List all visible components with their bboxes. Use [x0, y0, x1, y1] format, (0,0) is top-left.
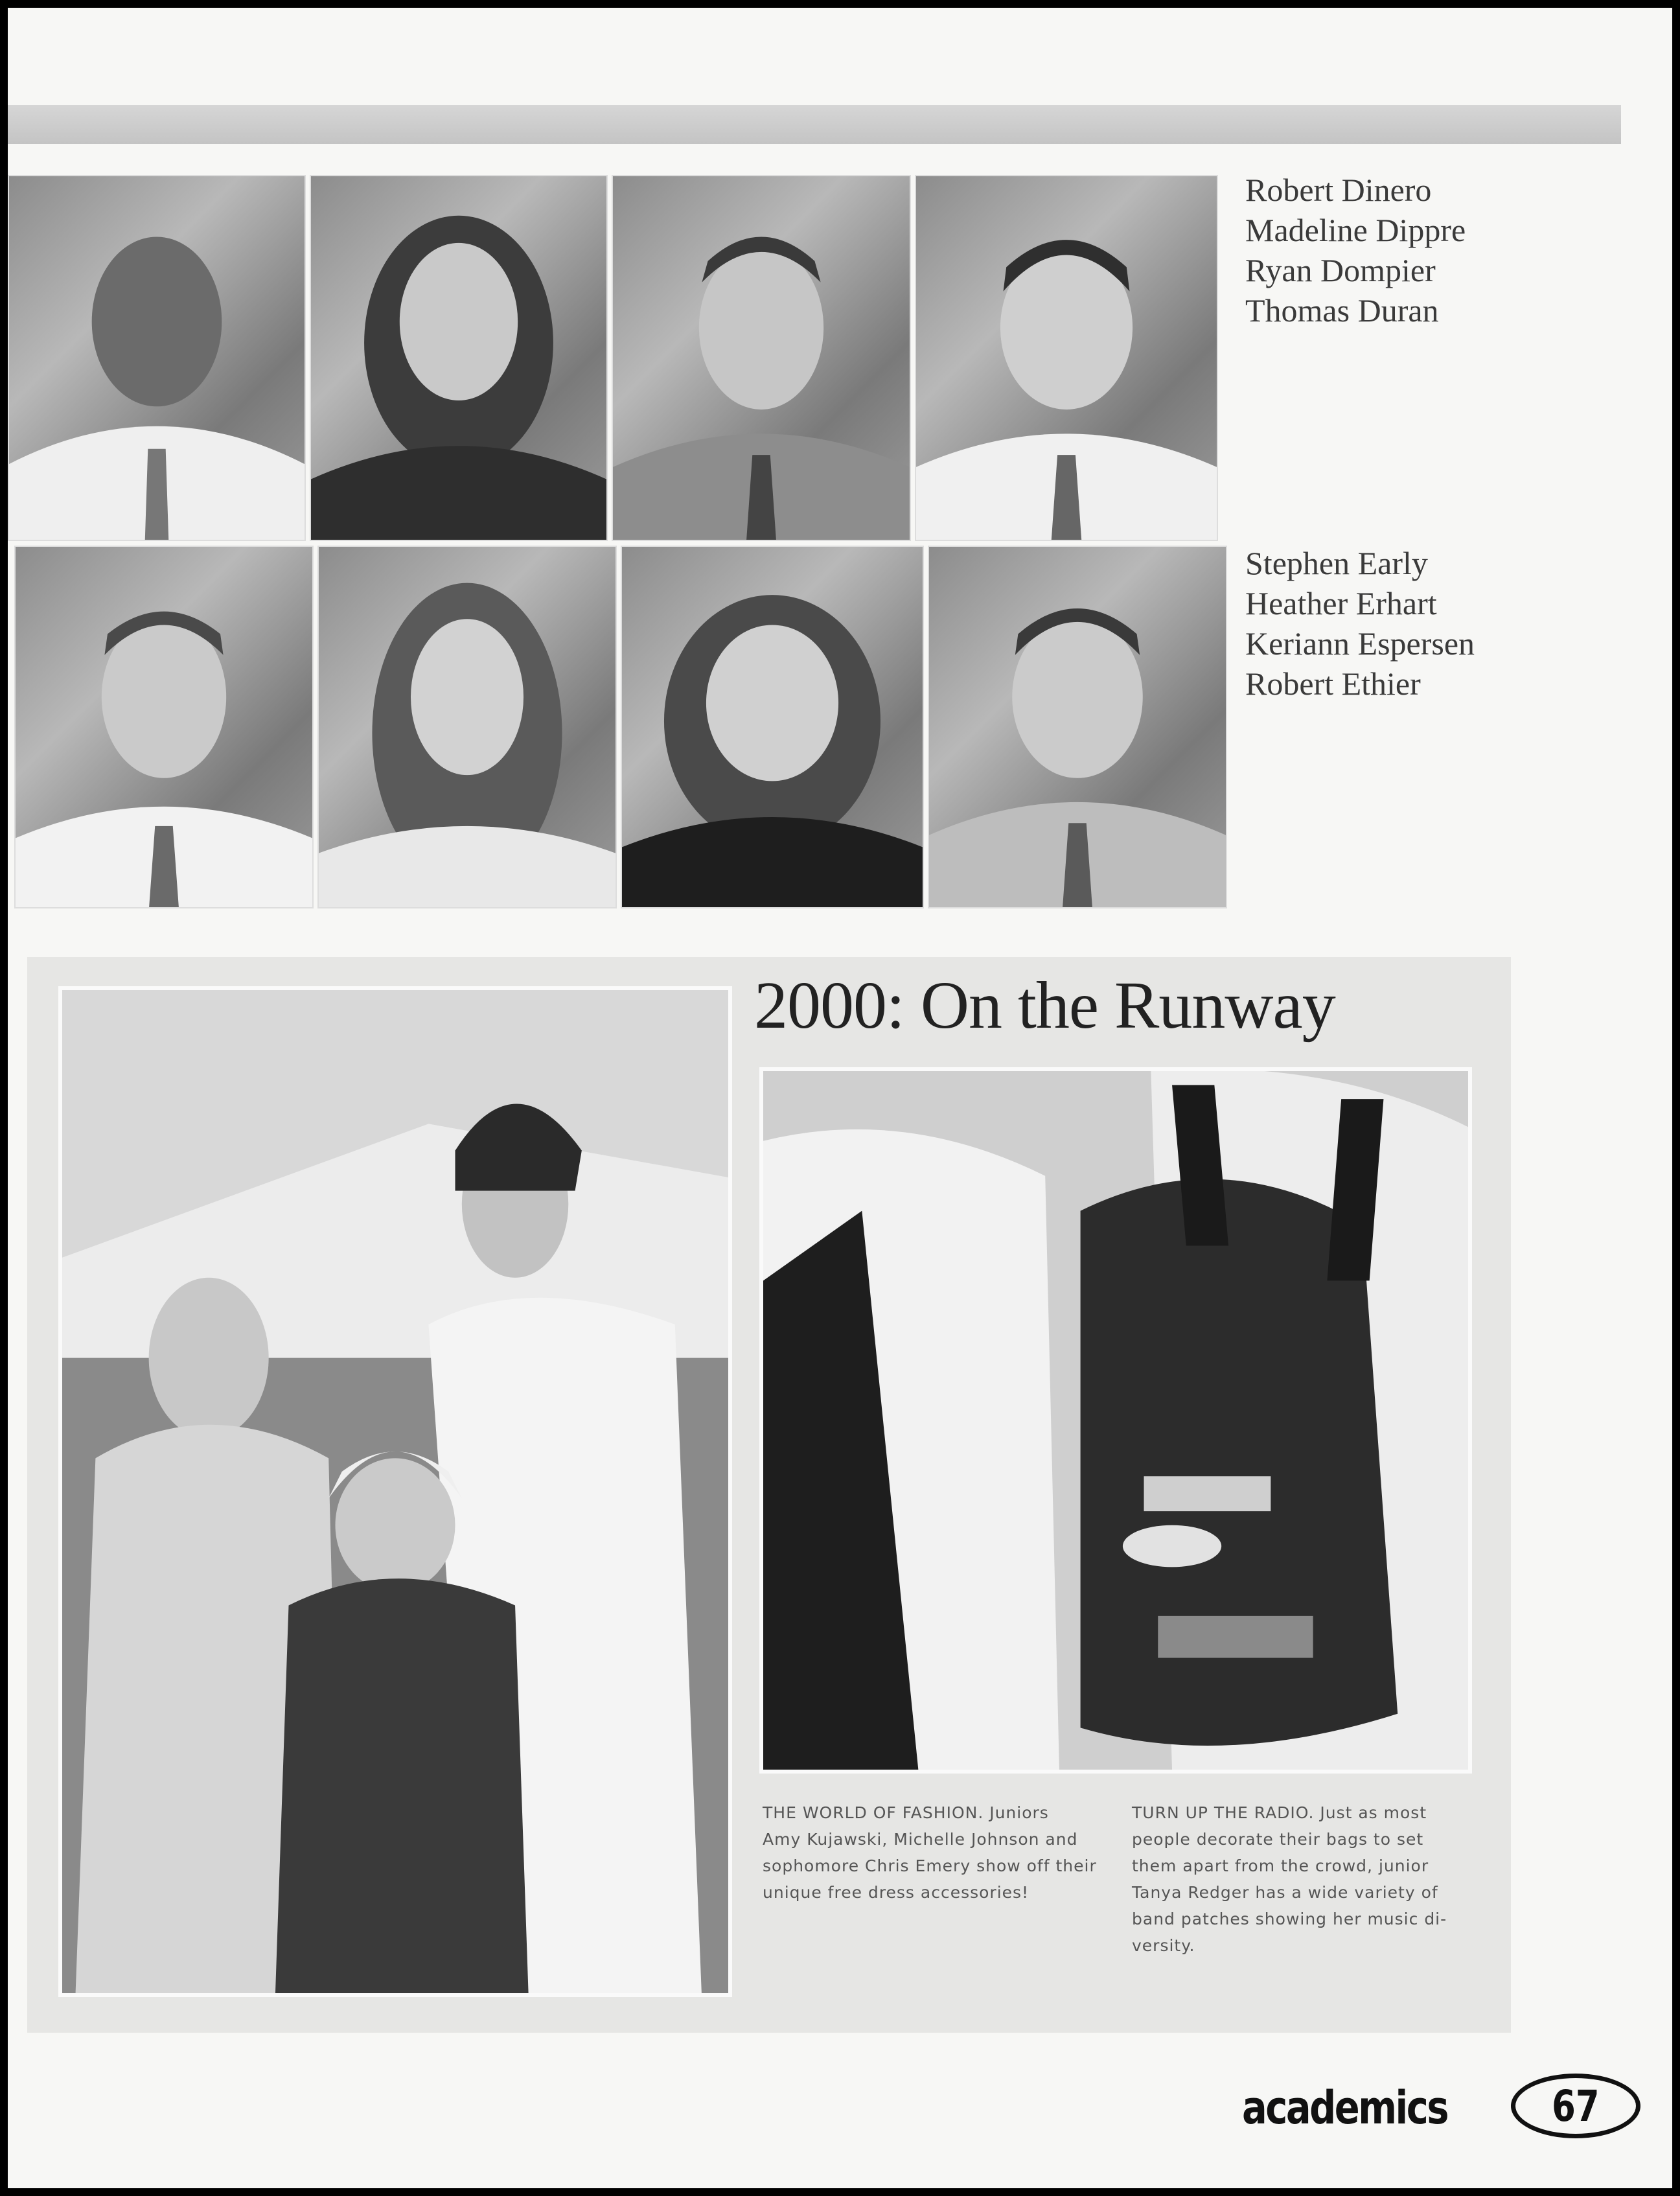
caption-line: Amy Kujawski, Michelle Johnson and — [763, 1830, 1078, 1849]
page-number: 67 — [1552, 2081, 1600, 2131]
page-number-badge — [1511, 2074, 1640, 2138]
portrait-photo — [928, 546, 1227, 908]
names-row-2 — [1245, 543, 1475, 704]
portrait-photo — [915, 175, 1218, 541]
caption-line: them apart from the crowd, junior — [1132, 1856, 1429, 1875]
portrait-photo — [14, 546, 314, 908]
student-name: Robert Dinero — [1245, 172, 1432, 208]
student-name: Ryan Dompier — [1245, 252, 1436, 288]
student-name: Robert Ethier — [1245, 665, 1421, 702]
student-name: Thomas Duran — [1245, 292, 1439, 329]
student-name: Heather Erhart — [1245, 585, 1437, 621]
caption-line: sophomore Chris Emery show off their — [763, 1856, 1097, 1875]
portrait-photo — [612, 175, 911, 541]
names-row-1 — [1245, 170, 1466, 330]
student-name: Stephen Early — [1245, 545, 1428, 581]
caption-line: TURN UP THE RADIO. Just as most — [1132, 1803, 1427, 1822]
caption-line: band patches showing her music di- — [1132, 1910, 1447, 1928]
caption-left — [763, 1799, 1097, 1906]
caption-line: people decorate their bags to set — [1132, 1830, 1424, 1849]
student-name: Madeline Dippre — [1245, 212, 1466, 248]
portrait-photo — [317, 546, 617, 908]
caption-line: versity. — [1132, 1936, 1195, 1955]
portrait-photo — [621, 546, 924, 908]
backpack-photo — [759, 1067, 1472, 1774]
student-name: Keriann Espersen — [1245, 625, 1475, 662]
portrait-photo — [8, 175, 306, 541]
section-label: academics — [1242, 2081, 1448, 2134]
caption-right — [1132, 1799, 1447, 1959]
portrait-photo — [310, 175, 608, 541]
caption-line: unique free dress accessories! — [763, 1883, 1030, 1902]
feature-headline: 2000: On the Runway — [754, 968, 1335, 1043]
caption-line: Tanya Redger has a wide variety of — [1132, 1883, 1438, 1902]
caption-line: THE WORLD OF FASHION. Juniors — [763, 1803, 1049, 1822]
header-bar — [8, 105, 1621, 144]
yearbook-page — [8, 8, 1672, 2188]
fashion-group-photo — [58, 986, 732, 1997]
